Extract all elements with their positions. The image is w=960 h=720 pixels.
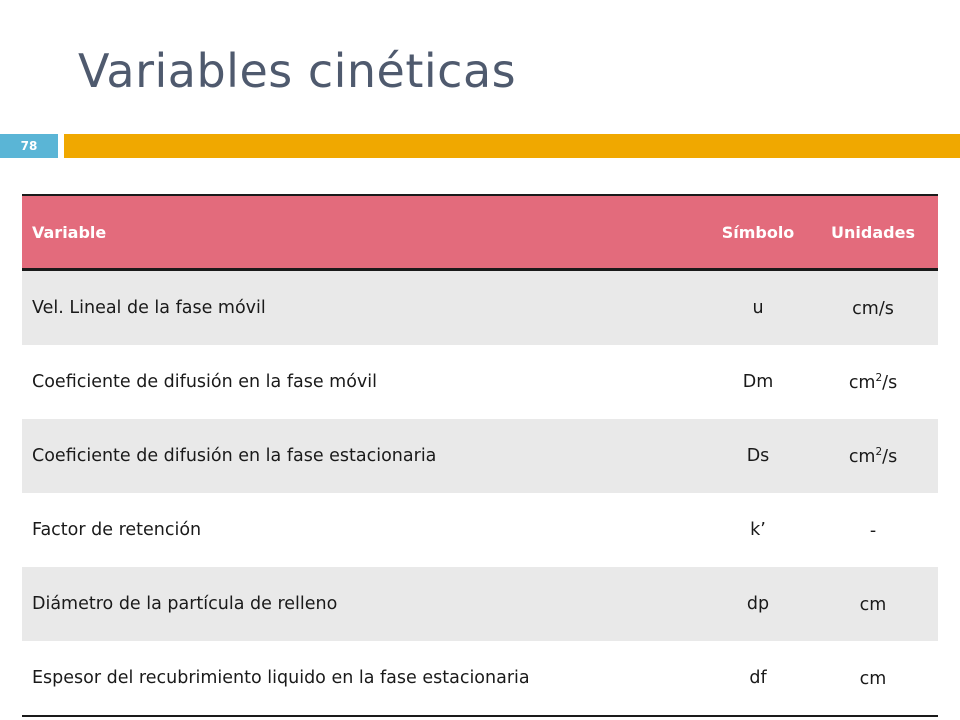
- cell-symbol: Ds: [708, 419, 808, 493]
- cell-unit: [808, 493, 938, 567]
- cell-variable: Espesor del recubrimiento liquido en la fase estacionaria: [22, 641, 708, 716]
- cell-symbol: Dm: [708, 345, 808, 419]
- unit-base: cm: [848, 446, 876, 467]
- table-row: [22, 567, 938, 641]
- table-row: [22, 345, 938, 419]
- cell-variable: Vel. Lineal de la fase móvil: [22, 270, 708, 346]
- unit-base: cm/s: [852, 298, 894, 319]
- table-row: [22, 641, 938, 716]
- cell-variable: Coeficiente de difusión en la fase móvil: [22, 345, 708, 419]
- unit-tail: /s: [882, 446, 898, 467]
- unit-base: cm: [859, 668, 887, 689]
- table-header-row: [22, 195, 938, 270]
- page-number-badge: 78: [0, 134, 58, 158]
- cell-symbol: df: [708, 641, 808, 716]
- header-symbol: Símbolo: [708, 195, 808, 270]
- slide-title: Variables cinéticas: [78, 44, 517, 98]
- cell-variable: Factor de retención: [22, 493, 708, 567]
- cell-unit: [808, 641, 938, 716]
- table-row: [22, 493, 938, 567]
- kinetic-variables-table: [22, 194, 938, 717]
- unit-base: cm: [859, 594, 887, 615]
- table-row: [22, 419, 938, 493]
- cell-unit: [808, 345, 938, 419]
- unit-exponent: 2: [875, 371, 883, 384]
- cell-symbol: u: [708, 270, 808, 346]
- cell-variable: Coeficiente de difusión en la fase estacionaria: [22, 419, 708, 493]
- cell-unit: [808, 270, 938, 346]
- header-units: Unidades: [808, 195, 938, 270]
- unit-base: cm: [848, 372, 876, 393]
- unit-tail: /s: [882, 372, 898, 393]
- accent-bar: [64, 134, 960, 158]
- cell-unit: [808, 419, 938, 493]
- unit-exponent: 2: [875, 445, 883, 458]
- header-variable: Variable: [22, 195, 708, 270]
- cell-symbol: k’: [708, 493, 808, 567]
- cell-symbol: dp: [708, 567, 808, 641]
- cell-variable: Diámetro de la partícula de relleno: [22, 567, 708, 641]
- cell-unit: [808, 567, 938, 641]
- unit-base: -: [869, 520, 877, 541]
- table-row: [22, 270, 938, 346]
